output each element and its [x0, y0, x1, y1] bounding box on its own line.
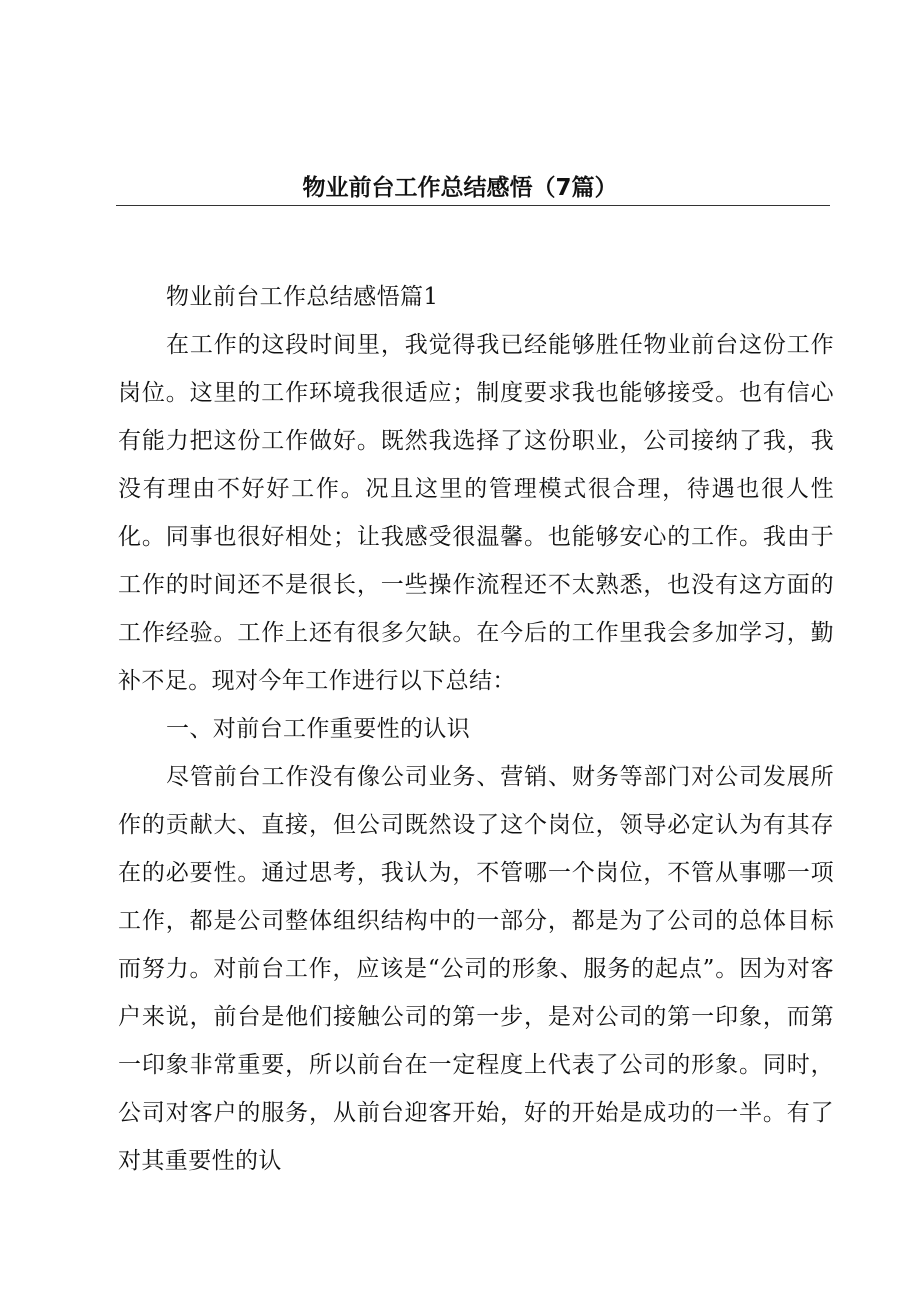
title-underline: [116, 205, 830, 206]
document-title: 物业前台工作总结感悟（7篇）: [302, 175, 618, 201]
section-heading: 物业前台工作总结感悟篇1: [166, 284, 439, 310]
body-paragraph: 尽管前台工作没有像公司业务、营销、财务等部门对公司发展所作的贡献大、直接，但公司既然设了这个岗位，领导必定认为有其存在的必要性。通过思考，我认为，不管哪一个岗位，不管从事哪一项工作，都是公司整体组织结构中的一部分，都是为了公司的总体目标而努力。对前台工作，应该是“公司的形象、服务的起点”。因为对客户来说，前台是他们接触公司的第一步，是对公司的第一印象，而第一印象非常重要，所以前台在一定程度上代表了公司的形象。同时，公司对客户的服务，从前台迎客开始，好的开始是成功的一半。有了对其重要性的认: [118, 764, 834, 1174]
body-paragraph: 在工作的这段时间里，我觉得我已经能够胜任物业前台这份工作岗位。这里的工作环境我很适应；制度要求我也能够接受。也有信心有能力把这份工作做好。既然我选择了这份职业，公司接纳了我，我没有理由不好好工作。况且这里的管理模式很合理，待遇也很人性化。同事也很好相处；让我感受很温馨。也能够安心的工作。我由于工作的时间还不是很长，一些操作流程还不太熟悉，也没有这方面的工作经验。工作上还有很多欠缺。在今后的工作里我会多加学习，勤补不足。现对今年工作进行以下总结：: [118, 332, 834, 694]
subheading: 一、对前台工作重要性的认识: [166, 716, 471, 742]
document-body: [118, 273, 834, 1185]
